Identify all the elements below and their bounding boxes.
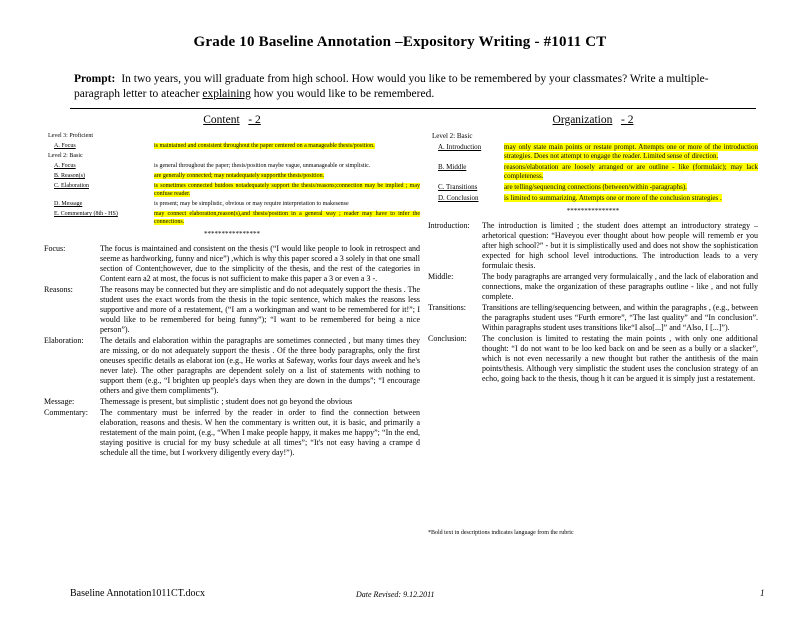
rubric-row: [428, 183, 758, 192]
organization-heading: [428, 114, 758, 126]
footer-filename: Baseline Annotation1011CT.docx: [70, 588, 205, 599]
annotation-text: The focus is maintained and consistent on the thesis (“I would like people to look in retrospect and seeme as hardworking, funny and nice”) ,which is why this paper scored a 3 solely in that one small section of Content;however, due to the simplicity of the thesis, and the rest of the categories in Content earn a2 at most, the focus is not sufficient to make this paper a 3 or even a 3 -.: [100, 244, 420, 283]
rubric-label: D. Message: [54, 201, 83, 207]
annotation-paragraph: [44, 285, 420, 335]
annotation-label: Focus:: [44, 244, 66, 253]
rubric-row: [44, 182, 420, 198]
content-column: [44, 114, 420, 459]
annotation-label: Introduction:: [428, 221, 470, 230]
rubric-row: [44, 210, 420, 226]
document-title: Grade 10 Baseline Annotation –Expository Writing - #1011 CT: [193, 34, 607, 50]
rubric-row: [44, 200, 420, 208]
rubric-text: is present; may be simplistic, obvious or may require interpretation to makesense: [154, 201, 349, 207]
prompt-label: Prompt:: [74, 73, 116, 85]
rubric-text: is sometimes connected butdoes notadequately support the thesis/reasons;connection may be implied ; may confuse reader.: [154, 183, 420, 197]
annotation-label: Middle:: [428, 272, 454, 281]
annotation-paragraph: [428, 303, 758, 333]
rubric-row: [428, 163, 758, 181]
annotation-text: The details and elaboration within the paragraphs are sometimes connected , but many times they are missing, or do not adequately support the thesis . Of the three body paragraphs, only the first oneuses specific details as elaborat ion (e.g., He works at Safeway, works four days aweek and he's never late). The other paragraphs are dependent solely on a list of statements with nothing to support them (e.g., “I brighten up people's days when they are down in the dumps”; “I encourage others and give them compliments”).: [100, 336, 420, 395]
rubric-text: may only state main points or restate prompt. Attempts one or more of the introduction strategies. Does not attempt to engage the reader. Limited sense of direction.: [504, 143, 758, 160]
content-annotations: [44, 244, 420, 458]
prompt-underlined-word: explaining: [202, 88, 251, 100]
rubric-row: [44, 172, 420, 180]
rubric-label: D. Conclusion: [438, 194, 479, 202]
content-separator: ****************: [204, 230, 260, 238]
organization-column: [428, 114, 758, 385]
header-divider: [70, 108, 756, 109]
organization-level-2: Level 2: Basic: [432, 132, 473, 140]
annotation-paragraph: [428, 272, 758, 302]
rubric-text: may connect elaboration,reason(s),and thesis/position in a general way ; reader may have to infer the connections.: [154, 211, 420, 225]
rubric-label: A. Focus: [54, 163, 76, 169]
annotation-paragraph: [44, 244, 420, 284]
organization-score: - 2: [620, 114, 634, 126]
rubric-label: A. Focus: [54, 143, 76, 149]
footer-date: Date Revised: 9.12.2011: [356, 590, 435, 599]
rubric-text: is maintained and consistent throughout the paper centered on a manageable thesis/position.: [154, 143, 375, 149]
annotation-label: Message:: [44, 397, 75, 406]
organization-rubric: [428, 132, 758, 203]
rubric-label: C. Elaboration: [54, 183, 89, 189]
annotation-text: The body paragraphs are arranged very formulaically , and the lack of elaboration and connections, make the organization of these paragraphs outline - like , and not fully complete.: [482, 272, 758, 301]
rubric-label: B. Middle: [438, 163, 467, 171]
content-heading-label: Content: [203, 114, 240, 126]
content-level-2: Level 2: Basic: [48, 153, 83, 159]
annotation-text: Transitions are telling/sequencing between, and within the paragraphs , (e.g., between the paragraphs student uses “Furth ermore”, “The last quality” and “In conclusion”. Within paragraphs student uses transitions like“I also[...]” and “Also, I [...]”).: [482, 303, 758, 332]
rubric-label: C. Transitions: [438, 183, 478, 191]
annotation-text: Themessage is present, but simplistic ; student does not go beyond the obvious: [100, 397, 353, 406]
content-heading: [44, 114, 420, 126]
rubric-row: [428, 194, 758, 203]
annotation-label: Conclusion:: [428, 334, 467, 343]
rubric-text: is limited to summarizing. Attempts one or more of the conclusion strategies .: [504, 194, 722, 202]
annotation-label: Commentary:: [44, 408, 88, 417]
rubric-label: A. Introduction: [438, 143, 482, 151]
annotation-label: Elaboration:: [44, 336, 84, 345]
prompt-text-start: In two years, you will graduate from high school. How would you like to be remembered by your classmates? Write a multiple-paragraph letter to ateacher: [74, 73, 709, 100]
rubric-row: [44, 162, 420, 170]
rubric-text: reasons/elaboration are loosely arranged or are outline - like (formulaic); may lack completeness.: [504, 163, 758, 180]
annotation-paragraph: [44, 408, 420, 458]
rubric-text: are telling/sequencing connections (between/within -paragraphs).: [504, 183, 687, 191]
annotation-text: The introduction is limited ; the student does attempt an introductory strategy – arhetorical question: “Haveyou ever thought about how people will rememb er you after high school?” - but it is simplistically used and does not show the sophistication expected for high school level introductions. The introduction leads to a very formulaic thesis.: [482, 221, 758, 270]
annotation-label: Reasons:: [44, 285, 73, 294]
organization-annotations: [428, 221, 758, 384]
footnote: *Bold text in descriptions indicates language from the rubric: [428, 530, 574, 536]
organization-separator: ***************: [566, 207, 620, 215]
prompt: [74, 72, 746, 102]
organization-rubric-rows: [428, 143, 758, 203]
annotation-text: The commentary must be inferred by the reader in order to find the connection between elaboration, reasons and thesis. W hen the commentary is written out, it is basic, and primarily a restatement of the main point, (e.g., “When I make people happy, it makes me happy”; “In the end, staying positive is crucial for my busy schedule at all times”; “It's not easy having a crampe d schedule all the time, but I workvery diligently every day!”).: [100, 408, 420, 457]
annotation-paragraph: [44, 336, 420, 396]
page-number: 1: [760, 588, 765, 598]
annotation-paragraph: [428, 334, 758, 384]
rubric-text: are generally connected; may notadequately supportthe thesis/position.: [154, 173, 325, 179]
rubric-label: B. Reason(s): [54, 173, 85, 179]
organization-heading-label: Organization: [552, 114, 613, 126]
rubric-row: [428, 143, 758, 161]
content-score: - 2: [248, 114, 261, 126]
content-rubric: [44, 132, 420, 226]
rubric-row: [44, 142, 420, 150]
annotation-text: The reasons may be connected but they are simplistic and do not adequately support the thesis . The student uses the exact words from the thesis in the topic sentence, which makes the reasons less supportive and more of a restatement, (“I am a workingman and want to be remembered for it!”; I would like to be remembered for being funny”); “I want to be remembered for being a nice person”).: [100, 285, 420, 334]
annotation-paragraph: [428, 221, 758, 271]
rubric-text: is general throughout the paper; thesis/position maybe vague, unmanageable or simplistic.: [154, 163, 371, 169]
content-rubric-rows: [44, 162, 420, 226]
prompt-text-end: how you would like to be remembered.: [250, 88, 435, 100]
annotation-text: The conclusion is limited to restating the main points , with only one additional thought: “I do not want to be loo ked back on and be seen as a bully or a slacker”, which is not even necessarily a new thought but rather the antithesis of the main points/thesis. Although very simplistic the student uses the conclusion strategy of an echo, going back to the thesis, thoug h it can be argued it is simply just a restatement.: [482, 334, 758, 383]
annotation-paragraph: [44, 397, 420, 407]
content-level-3: Level 3: Proficient: [48, 133, 93, 139]
rubric-label: E. Commentary (8th - HS): [54, 211, 118, 217]
annotation-label: Transitions:: [428, 303, 466, 312]
